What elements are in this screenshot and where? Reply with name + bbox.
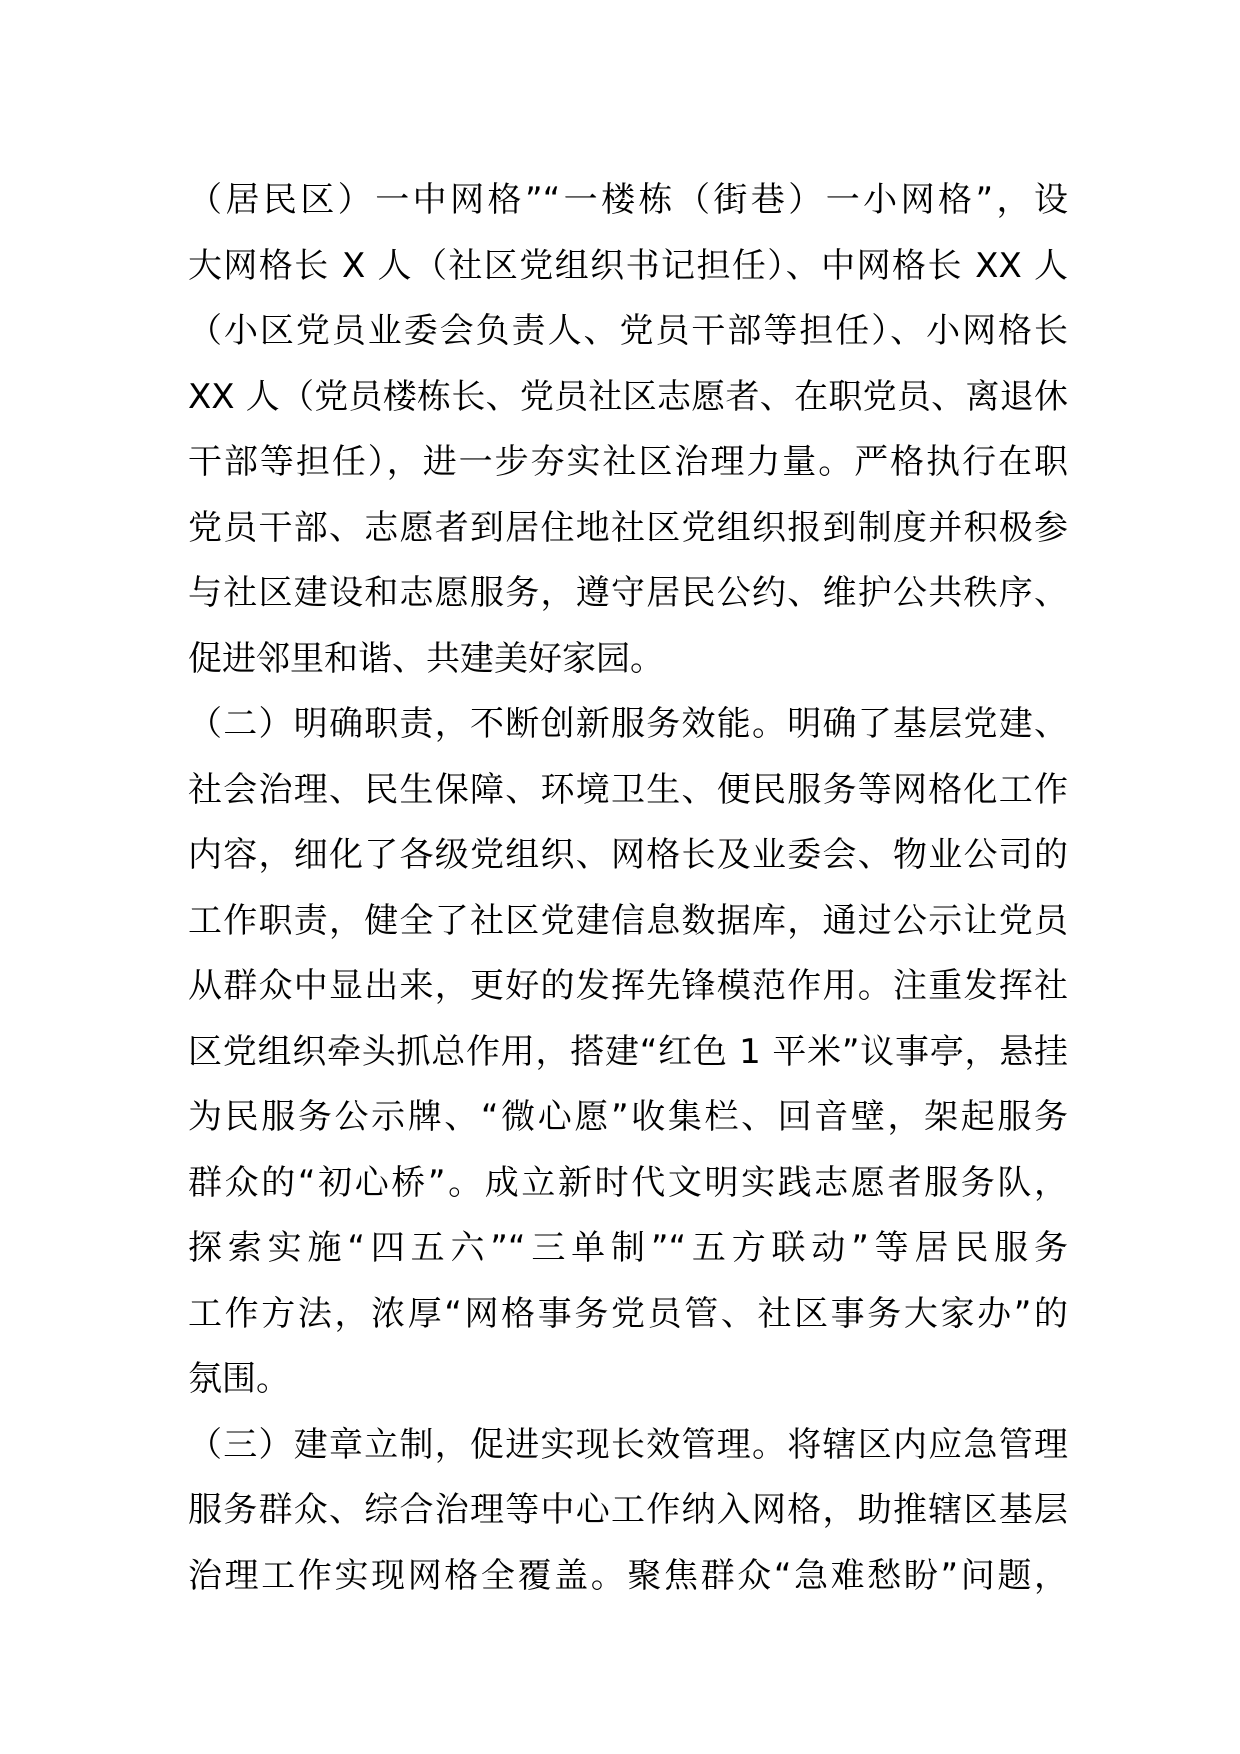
text-line: 探索实施“四五六”“三单制”“五方联动”等居民服务: [188, 1228, 1068, 1268]
text-line: 服务群众、综合治理等中心工作纳入网格，助推辖区基层: [188, 1490, 1068, 1530]
text-line: 与社区建设和志愿服务，遵守居民公约、维护公共秩序、: [188, 573, 1068, 613]
section-heading-line: （二）明确职责，不断创新服务效能。明确了基层党建、: [188, 704, 1068, 744]
text-line: 工作方法，浓厚“网格事务党员管、社区事务大家办”的: [188, 1293, 1068, 1334]
text-line: 社会治理、民生保障、环境卫生、便民服务等网格化工作: [188, 769, 1068, 810]
text-line: （居民区）一中网格”“一楼栋（街巷）一小网格”，设: [188, 180, 1068, 220]
text-line: 内容，细化了各级党组织、网格长及业委会、物业公司的: [188, 835, 1068, 875]
text-line: 大网格长 X 人（社区党组织书记担任）、中网格长 XX 人: [188, 245, 1068, 286]
text-line: 为民服务公示牌、“微心愿”收集栏、回音壁，架起服务: [188, 1097, 1068, 1137]
text-line: 干部等担任），进一步夯实社区治理力量。严格执行在职: [188, 442, 1068, 482]
section-heading-line: （三）建章立制，促进实现长效管理。将辖区内应急管理: [188, 1424, 1068, 1465]
body-text: [188, 168, 1068, 1609]
text-line: XX 人（党员楼栋长、党员社区志愿者、在职党员、离退休: [188, 376, 1068, 417]
text-line: 促进邻里和谐、共建美好家园。: [188, 638, 664, 679]
text-line: 党员干部、志愿者到居住地社区党组织报到制度并积极参: [188, 507, 1068, 548]
text-line: 氛围。: [188, 1359, 290, 1399]
text-line: 工作职责，健全了社区党建信息数据库，通过公示让党员: [188, 900, 1068, 941]
text-line: 区党组织牵头抓总作用，搭建“红色 1 平米”议事亭，悬挂: [188, 1031, 1068, 1072]
text-line: （小区党员业委会负责人、党员干部等担任）、小网格长: [188, 311, 1068, 351]
text-line: 治理工作实现网格全覆盖。聚焦群众“急难愁盼”问题，: [188, 1555, 1068, 1596]
text-line: 从群众中显出来，更好的发挥先锋模范作用。注重发挥社: [188, 966, 1068, 1006]
text-line: 群众的“初心桥”。成立新时代文明实践志愿者服务队，: [188, 1162, 1068, 1203]
